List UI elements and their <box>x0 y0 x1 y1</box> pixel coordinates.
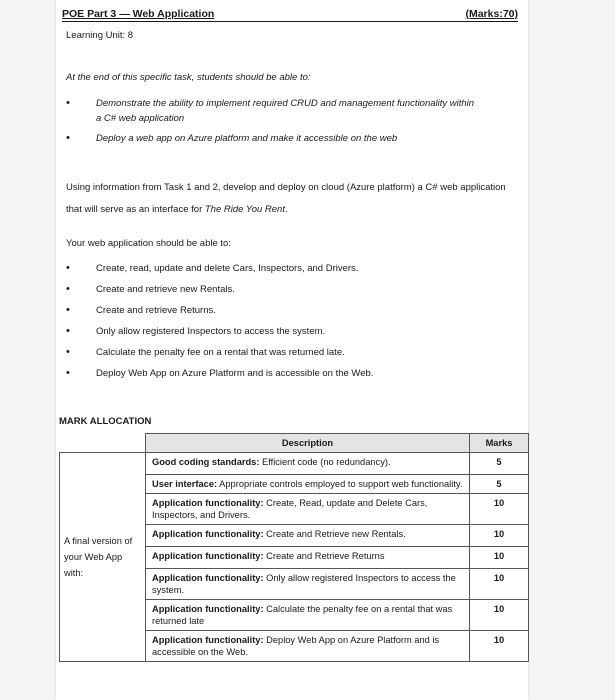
row-text: Create and Retrieve Returns <box>263 550 385 561</box>
row-text: Only allow registered Inspectors to access the system. <box>152 572 456 595</box>
row-label: Application functionality: <box>152 634 264 645</box>
page-header <box>62 8 518 22</box>
description-header: Description <box>146 434 470 453</box>
list-item: • Calculate the penalty fee on a rental that was returned late. <box>66 342 518 363</box>
row-description <box>146 630 470 661</box>
row-marks: 10 <box>470 524 529 546</box>
objective-line: Demonstrate the ability to implement required CRUD and management functionality within <box>96 98 475 109</box>
learning-unit: Learning Unit: 8 <box>66 30 134 41</box>
table-row <box>60 453 529 475</box>
row-description <box>146 475 470 494</box>
objective-line: a C# web application <box>96 113 185 124</box>
mark-allocation-table <box>59 433 529 662</box>
row-description <box>146 599 470 630</box>
row-marks: 5 <box>470 475 529 494</box>
row-text: Calculate the penalty fee on a rental that was returned late <box>152 603 453 626</box>
row-marks: 10 <box>470 568 529 599</box>
row-label: Application functionality: <box>152 550 264 561</box>
instructions-paragraph <box>66 177 516 221</box>
list-item <box>66 128 518 149</box>
row-description <box>146 568 470 599</box>
row-marks: 10 <box>470 546 529 568</box>
list-item: • Only allow registered Inspectors to access the system. <box>66 321 518 342</box>
group-label: A final version of your Web App with: <box>60 453 146 662</box>
row-text: Create, Read, update and Delete Cars, Inspectors, and Drivers. <box>152 497 428 520</box>
row-description <box>146 493 470 524</box>
row-marks: 10 <box>470 493 529 524</box>
row-label: User interface: <box>152 479 218 489</box>
project-name: The Ride You Rent <box>204 204 285 215</box>
list-item <box>66 93 518 127</box>
objective-line: Deploy a web app on Azure platform and make it accessible on the web <box>96 133 398 144</box>
requirements-title: Your web application should be able to: <box>66 238 231 249</box>
list-item: • Create and retrieve Returns. <box>66 300 518 321</box>
row-text: Efficient code (no redundancy). <box>259 457 391 467</box>
row-text: Appropriate controls employed to support web functionality. <box>217 479 463 489</box>
objectives-list <box>66 93 518 150</box>
row-marks: 5 <box>470 453 529 475</box>
row-text: Create and Retrieve new Rentals. <box>263 528 406 539</box>
row-label: Application functionality: <box>152 528 264 539</box>
row-label: Application functionality: <box>152 572 264 583</box>
row-description <box>146 546 470 568</box>
row-label: Good coding standards: <box>152 457 260 467</box>
marks-header: Marks <box>470 434 529 453</box>
list-item: • Create, read, update and delete Cars, Inspectors, and Drivers. <box>66 258 518 279</box>
row-marks: 10 <box>470 630 529 661</box>
mark-allocation-title: MARK ALLOCATION <box>59 416 152 427</box>
row-description <box>146 453 470 475</box>
row-label: Application functionality: <box>152 497 264 508</box>
list-item: • Deploy Web App on Azure Platform and is accessible on the Web. <box>66 363 518 384</box>
list-item: • Create and retrieve new Rentals. <box>66 279 518 300</box>
instructions-text: Using information from Task 1 and 2, develop and deploy on cloud (Azure platform) a C# web application that will serve as an interface for <box>66 182 506 215</box>
empty-header-cell <box>60 434 146 453</box>
instructions-end: . <box>284 204 288 215</box>
page-title: POE Part 3 — Web Application <box>62 8 215 20</box>
objectives-intro: At the end of this specific task, students should be able to: <box>66 72 311 83</box>
requirements-list <box>66 258 518 384</box>
total-marks: (Marks:70) <box>465 8 518 20</box>
table-header-row <box>60 434 529 453</box>
row-text: Deploy Web App on Azure Platform and is accessible on the Web. <box>152 634 440 657</box>
row-description <box>146 524 470 546</box>
row-marks: 10 <box>470 599 529 630</box>
row-label: Application functionality: <box>152 603 264 614</box>
